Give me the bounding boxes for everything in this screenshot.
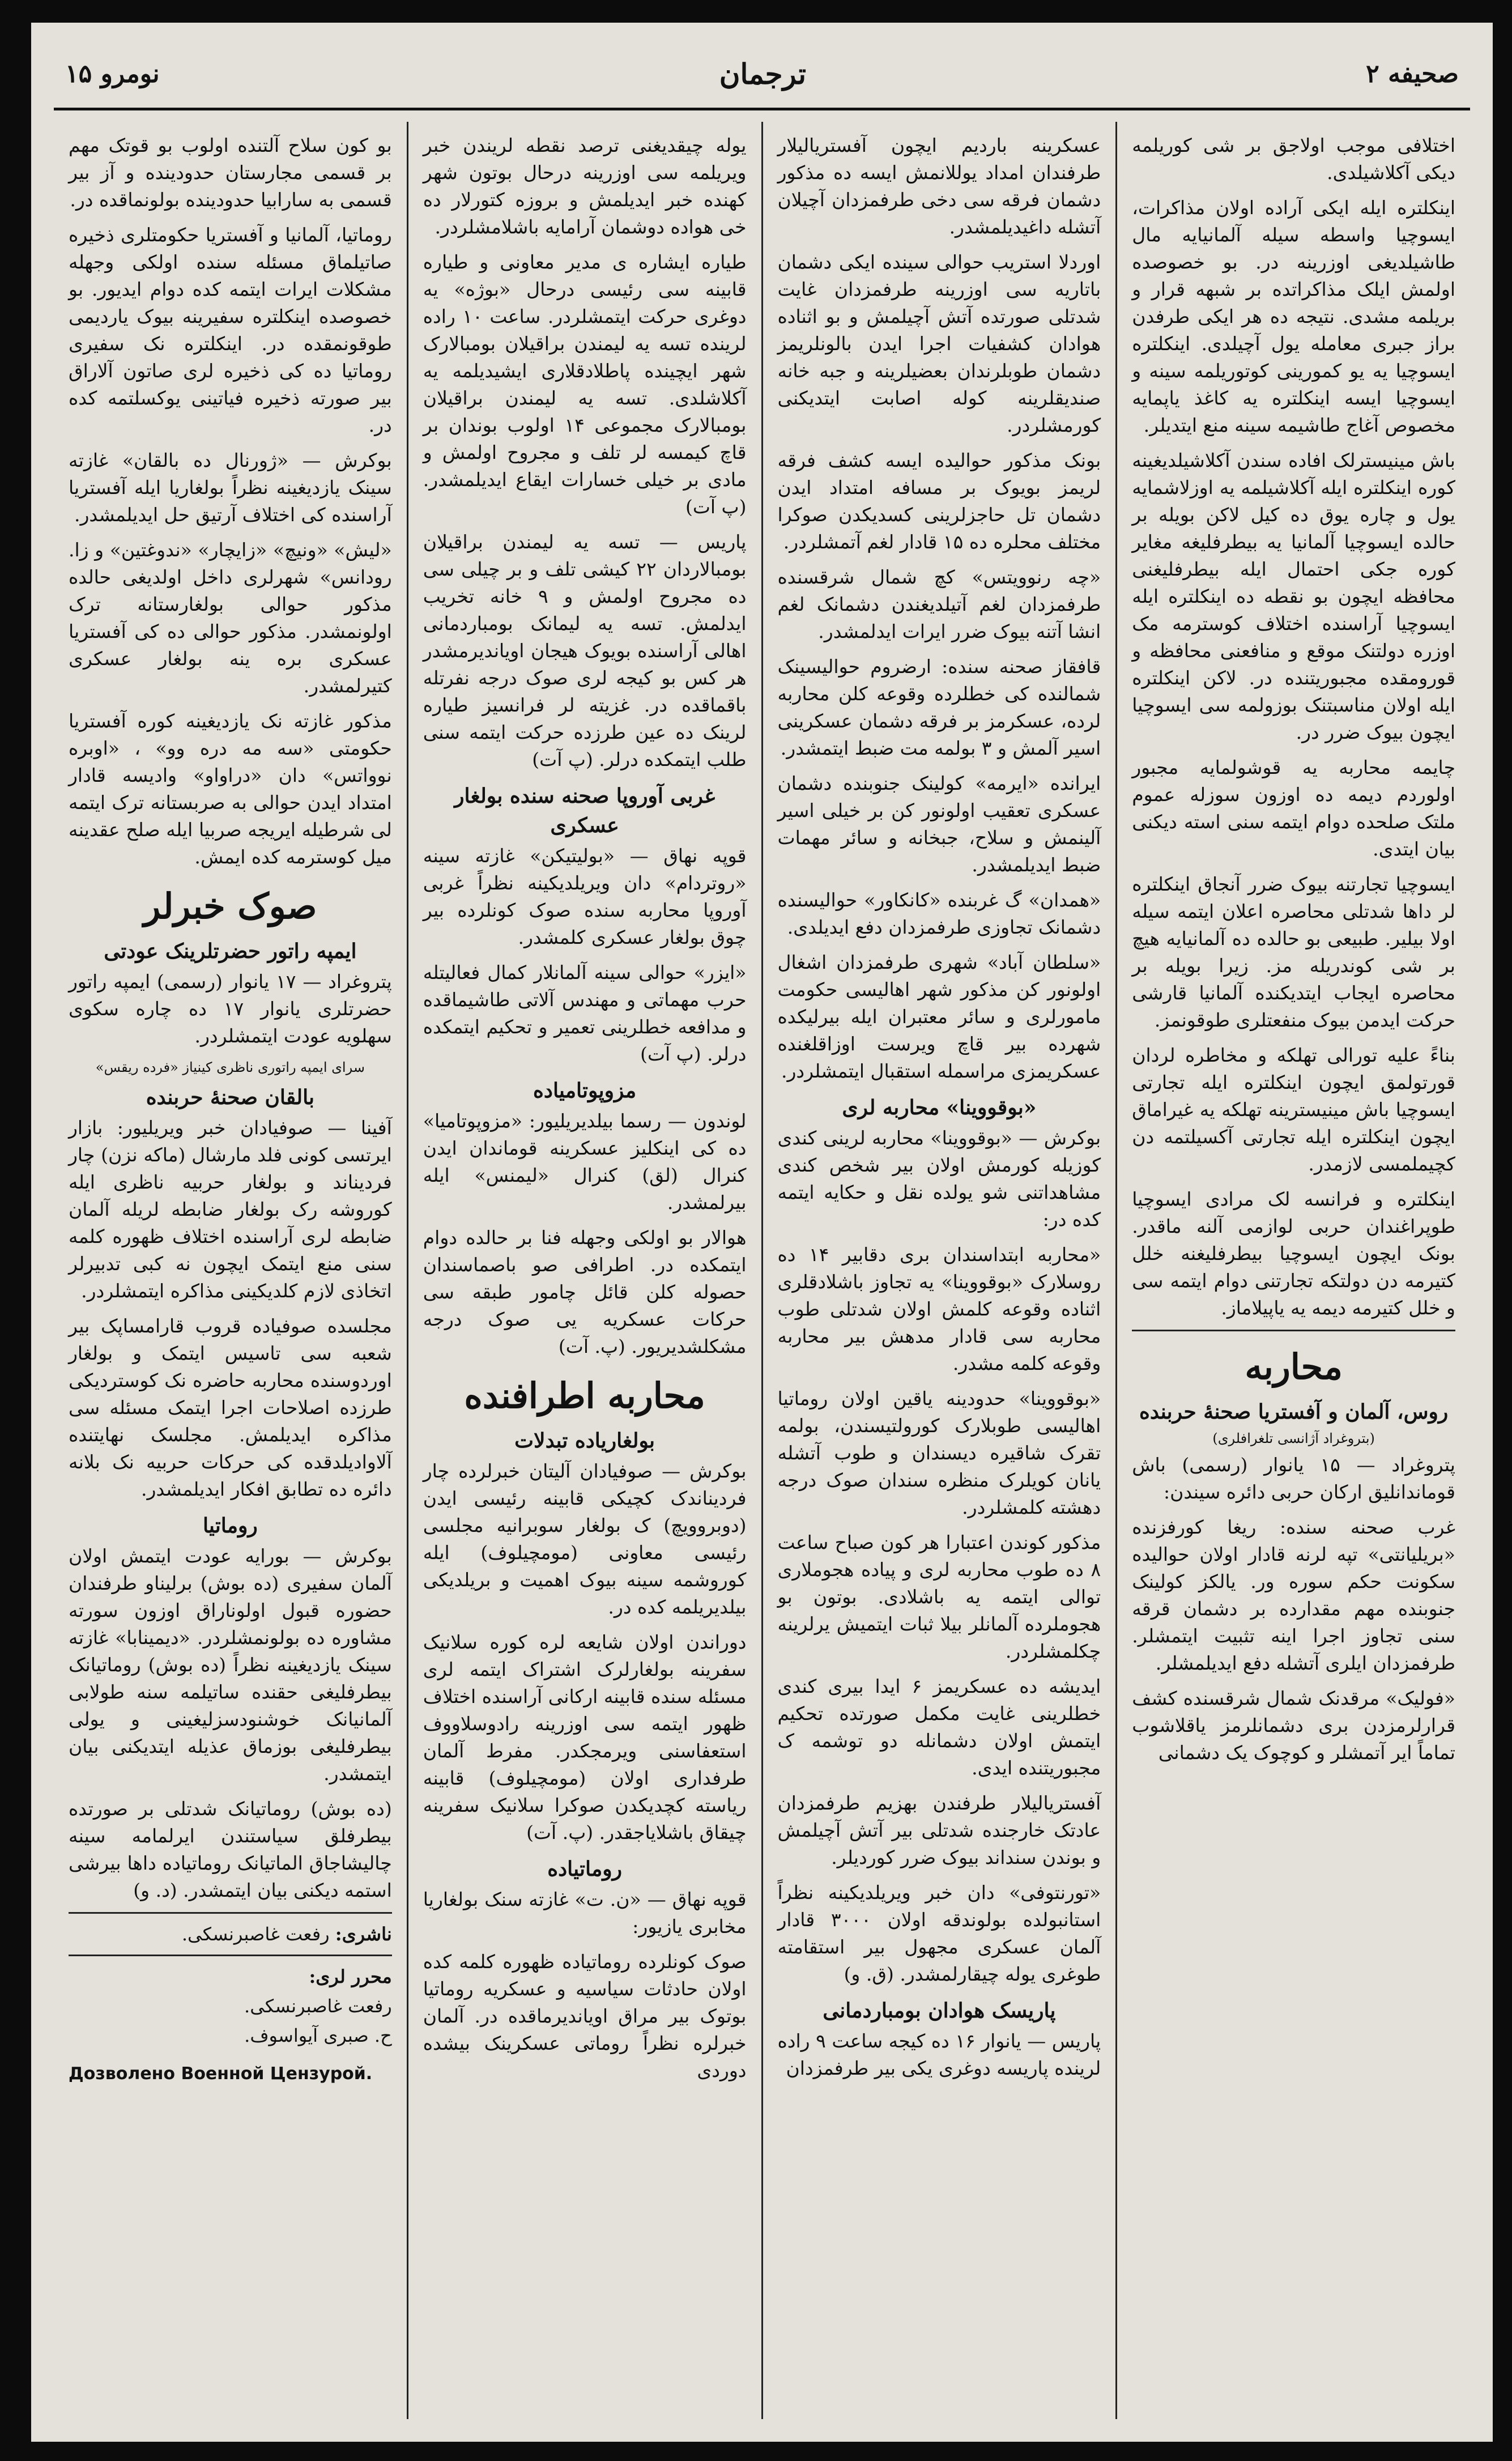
censor-imprint: Дозволено Военной Цензурой. bbox=[69, 2064, 373, 2084]
paragraph: پاریس — یانوار ۱۶ ده کیجه ساعت ۹ راده لرینده پاریسه دوغری یکی بیر طرفمزدان bbox=[777, 2030, 1101, 2079]
mesopotamia-heading: مزوپوتامیاده bbox=[533, 1079, 637, 1102]
paragraph: اینکلتره و فرانسه لک مرادی ایسوچیا طوپراغندان حربی لوازمی آلنه ماقدر. بونک ایچون ایسوچیا بیطرفلیغنه خلل کتیرمه دن دولتکه تجارتنی دوام ایتمه سی و خلل کتیرمه دیمه یه یاپیلاماز. bbox=[1132, 1188, 1455, 1319]
editors-label: محرر لری: bbox=[309, 1966, 392, 1987]
column-2 bbox=[761, 122, 1116, 2419]
paragraph: «لیش» «ونیچ» «زایچار» «ندوغتین» و زا. رودانس» شهرلری داخل اولدیغی حالده مذکور حوالی بولغارستانه ترک اولونمشدر. مذکور حوالی ده کی آفستریا عسکری بره ینه بولغار عسکری کتیرلمشدر. bbox=[69, 539, 392, 697]
paragraph: «محاربه ابتداسندان بری دقابیر ۱۴ ده روسلارک «بوقووینا» یه تجاوز باشلادقلری اثناده وقوعه کلمش اولان شدتلی طوب محاربه سی قادار مدهش بیر محاربه وقوعه کلمه مشدر. bbox=[777, 1244, 1101, 1374]
paragraph: قوپه نهاق — «ن. ت» غازته سنک بولغاریا مخابری یازیور: bbox=[423, 1888, 747, 1938]
paragraph: آفینا — صوفیادان خبر ویریلیور: بازار ایرتسی کونی فلد مارشال (ماکه نزن) چار فردیناند و بولغار حربیه ناظری ایله کوروشه رک بولغار ضابطه لریله آلمان ضابطه لری آراسنده اختلاف ظهوره کلمه سنی منع ایتمک ایچون نه کبی تدبیرلر اتخاذی لازم کلدیکینی مذاکره ایتمشلردر. bbox=[69, 1117, 392, 1302]
latest-news-heading: صوک خبرلر bbox=[143, 885, 317, 927]
romania-section-heading: روماتیاده bbox=[547, 1857, 622, 1881]
publisher-line bbox=[69, 1921, 392, 1948]
agency-note: (بتروغراد آژانسی تلغرافلری) bbox=[1212, 1430, 1375, 1446]
credits-block bbox=[69, 1921, 392, 2049]
paragraph: «بوقووینا» حدودینه یاقین اولان روماتیا اهالیسی طوبلارک کورولتیسندن، بولمه تقرک شاقیره دیسندان و طوب آتشله یانان کویلرک منظره سندان صوک درجه دهشته کلمشلردر. bbox=[777, 1387, 1101, 1518]
paragraph: ایرانده «ایرمه» کولینک جنوبنده دشمان عسکری تعقیب اولونور کن بر خیلی اسیر آلینمش و سلاح، جبخانه و سائر مهمات ضبط ایدیلمشدر. bbox=[777, 772, 1101, 876]
newspaper-page bbox=[31, 23, 1493, 2442]
paragraph: پتروغراد — ۱۷ یانوار (رسمی) ایمپه راتور حضرتلری یانوار ۱۷ ده چاره سکوی سهلویه عودت ایتمشلردر. bbox=[69, 970, 392, 1047]
paragraph: چایمه محاربه یه قوشولمایه مجبور اولوردم دیمه ده اوزون سوزله عموم ملتک صلحده دوام ایتمه سنی استه دیکنی بیان ایتدی. bbox=[1132, 756, 1455, 860]
paragraph: «چه رنوویتس» کچ شمال شرقسنده طرفمزدان لغم آتیلدیغندن دشمانک لغم انشا آتنه بیوک ضرر ایرات ایدلمشدر. bbox=[777, 566, 1101, 642]
paragraph: اینکلتره ایله ایکی آراده اولان مذاکرات، ایسوچیا واسطه سیله آلمانیایه مال طاشیلدیغی اوزرینه در. بو خصوصده اولمش ایلک مذاکراتده بر شبهه قرار و بریلمه مشدی. نتیجه ده هر ایکی طرفدن براز جبری معامله یول آچیلدی. اینکلتره ایسوچیا یه یو کمورینی کوتوریلمه سینه و ایسوچیا ایسه اینکلتره یه کاغذ یاپمایه مخصوص آغاج طاشیمه سینه منع ایتدیلر. bbox=[1132, 197, 1455, 436]
paragraph: بو کون سلاح آلتنده اولوب بو قوتک مهم بر قسمی مجارستان حدودینده و آز بیر قسمی به سارابیا حدودینده بولونماقده در. bbox=[69, 134, 392, 211]
masthead-rule bbox=[54, 108, 1470, 110]
around-war-heading: محاربه اطرافنده bbox=[464, 1375, 705, 1416]
paragraph: یوله چیقدیغنی ترصد نقطه لریندن خبر ویریلمه سی اوزرینه درحال بوتون شهر کهنده خبر ایدیلمش و بروزه کتورلار ده خی هواده دوشمان آرامایه باشلامشلردر. bbox=[423, 134, 747, 238]
balkan-front-heading: بالقان صحنهٔ حربنده bbox=[146, 1085, 315, 1109]
paragraph: طیاره ایشاره ی مدیر معاونی و طیاره قابینه سی رئیسی درحال «بوژه» یه دوغری حرکت ایتمشلردر. ساعت ۱۰ راده لرینده تسه یه لیمندن براقیلان بومبالارک شهر ایچینده پاطلادقلاری ایشیدیلمه یه آکلاشلدی. تسه یه لیمندن براقیلان بومبالارک مجموعی ۱۴ اولوب بوندان بر قاچ کیمسه لر تلف و مجروح اولمش و مادی بر خیلی خسارات ایقاع ایدیلمشدر. (پ آت) bbox=[423, 251, 747, 518]
paragraph: دوراندن اولان شایعه لره کوره سلانیک سفرینه بولغارلرک اشتراک ایتمه لری مسئله سنده قابینه ارکانی آراسنده اختلاف ظهور ایتمه سی اوزرینه رادوسلاووف استعفاسنی ویرمجکدر. مفرط آلمان طرفداری اولان (مومچیلوف) قابینه ریاسته کچدیکدن صوکرا سلانیک سفرینه چیقاق باشلایاجقدر. (پ. آت) bbox=[423, 1631, 747, 1843]
column-3 bbox=[407, 122, 761, 2419]
paris-bombardment-heading: پاریسک هوادان بومباردمانی bbox=[823, 1999, 1056, 2023]
war-heading: محاربه bbox=[1245, 1346, 1343, 1387]
column-4 bbox=[54, 122, 407, 2419]
paragraph: قوپه نهاق — «بولیتیکن» غازته سینه «روتردام» دان ویریلدیکینه نظراً غربی آوروپا محاربه سنده صوک کونلرده بیر چوق بولغار عسکری کلمشدر. bbox=[423, 845, 747, 948]
paragraph: بونک مذکور حوالیده ایسه کشف فرقه لریمز بویوک بر مسافه امتداد ایدن دشمان تل حاجزلرینی کسدیکدن صوکرا مختلف محلره ده ۱۵ قادار لغم آتمشلردر. bbox=[777, 449, 1101, 553]
editor-name: ح. صبری آیواسوف. bbox=[244, 2025, 392, 2046]
paragraph: (ده بوش) روماتیانک شدتلی بر صورتده بیطرفلق سیاستندن ایرلمامه سینه چالیشاجاق الماتیانک روماتیاده داها بیرشی استمه دیکنی بیان ایتمشدر. (د. و) bbox=[69, 1798, 392, 1901]
paragraph: قافقاز صحنه سنده: ارضروم حوالیسینک شمالنده کی خطلرده وقوعه کلن محاربه لرده، عسکرمز بر فرقه دشمان عسکرینی اسیر آلمش و ۳ بولمه مت ضبط ایتمشدر. bbox=[777, 655, 1101, 759]
paragraph: صوک کونلرده روماتیاده ظهوره کلمه کده اولان حادثات سیاسیه و عسکریه روماتیا بوتوک بیر مراق اویاندیرماقده در. آلمان خبرلره نظراً روماتی عسکرینک بیشده دوردی bbox=[423, 1951, 747, 2081]
paragraph: اختلافی موجب اولاجق بر شی کوریلمه دیکی آکلاشیلدی. bbox=[1132, 134, 1455, 184]
bulgaria-changes-heading: بولغاریاده تبدلات bbox=[514, 1429, 655, 1453]
dateline: پتروغراد — ۱۵ یانوار (رسمی) باش قوماندانلیق ارکان حربی دائره سیندن: bbox=[1132, 1454, 1455, 1503]
paragraph: هوالار بو اولکی وجهله فنا بر حالده دوام ایتمکده در. اطرافی صو باصماسندان حصوله کلن قائل چامور طبقه سی حرکات عسکریه یی صوک درجه مشکلشدیریور. (پ. آت) bbox=[423, 1227, 747, 1357]
credits-divider bbox=[69, 1912, 392, 1914]
western-europe-heading: غربی آوروپا صحنه سنده بولغار عسکری bbox=[454, 784, 715, 837]
paragraph: «فولیک» مرقدنک شمال شرقسنده کشف قرارلرمزدن بری دشمانلرمز یاقلاشوب تماماً ایر آتمشلر و کوچوک یک دشمانی bbox=[1132, 1687, 1455, 1764]
emperor-return-heading: ایمپه راتور حضرتلرینک عودتی bbox=[104, 939, 357, 963]
column-1 bbox=[1115, 122, 1470, 2419]
court-note: سرای ایمپه راتوری ناظری کینیاز «فرده ریقس» bbox=[95, 1059, 365, 1075]
publisher-label: ناشری: bbox=[335, 1923, 392, 1945]
paragraph: مذکور کوندن اعتبارا هر کون صباح ساعت ۸ ده طوب محاربه لری و پیاده هجوملاری توالی ایتمه یه باشلادی. بوتون بو هجوملرده آلمانلر بیلا ثبات ایتمیش یرلرینه چکلمشلردر. bbox=[777, 1531, 1101, 1662]
paragraph: مذکور غازته نک یازدیغینه کوره آفستریا حکومتی «سه مه دره وو» ، «اوبره نوواتس» دان «دراواو» وادیسه قادار امتداد ایدن حوالی به صربستانه ترک ایتمه لی شرطیله ایریجه صربیا ایله صلح عقدینه میل کوسترمه کده ایمش. bbox=[69, 710, 392, 868]
paragraph: باش مینیسترلک افاده سندن آکلاشیلدیغینه کوره اینکلتره ایله آکلاشیلمه یه اوزلاشمایه یول و چاره یوق ده کیل لاکن بویله بر حالده ایسوچیا آلمانیا یه بیطرفلیغه مغایر کوره جکی احتمال ایله بیطرفلیغنی محافظه ایچون بو نقطه ده اینکلتره ایله ایسوچیا آراسنده اختلاف کوسترمه مک اوزره دولتنک موقع و منافعنی محافظه و قورومقده مجبوریتنده در. لاکن اینکلتره ایله اولان مناسبتنک بوزولمه سی ایسوچیا ایچون بیوک ضرر در. bbox=[1132, 449, 1455, 743]
paragraph: «همدان» گ غربنده «کانکاور» حوالیسنده دشمانک تجاوزی طرفمزدان دفع ایدیلدی. bbox=[777, 889, 1101, 938]
paragraph: لوندون — رسما بیلدیریلیور: «مزوپوتامیا» ده کی اینکلیز عسکرینه قوماندان ایدن کنرال (لق) کنرال «لیمنس» ایله بیرلمشدر. bbox=[423, 1110, 747, 1214]
columns bbox=[54, 122, 1470, 2419]
paragraph: بوکرش — صوفیادان آلیتان خبرلرده چار فردیناندک کچیکی قابینه رئیسی ایدن (دوبروویچ) ک بولغار سوبرانیه مجلسی رئیسی معاونی (مومچیلوف) ایله کوروشمه سینه بیوک اهمیت و بریلدیکی بیلدیریلمه کده در. bbox=[423, 1460, 747, 1618]
publisher-name: رفعت غاصبرنسکی. bbox=[181, 1923, 330, 1945]
paragraph: «تورنتوفی» دان خبر ویریلدیکینه نظراً استانبولده بولوندقه اولان ۳۰۰۰ قادار آلمان عسکری مجهول بیر استقامته طوغری یوله چیقارلمشدر. (ق. و) bbox=[777, 1881, 1101, 1985]
paragraph: پاریس — تسه یه لیمندن براقیلان بومبالاردان ۲۲ کیشی تلف و بر چیلی سی ده مجروح اولمش و ۹ خانه تخریب ایدلمش. تسه یه لیمانک بومباردمانی اهالی آراسنده بویوک هیجان اویاندیرمشدر هر کس بو کیجه لری صوک درجه نفرتله باقماقده در. غزیته لر فرانسیز طیاره لرینک ده عین طرزده حرکت ایتمه سنی طلب ایتمکده درلر. (پ آت) bbox=[423, 531, 747, 770]
editor-name: رفعت غاصبرنسکی. bbox=[244, 1995, 392, 2017]
page-number-label: صحیفه ۲ bbox=[1366, 59, 1459, 88]
paragraph: «سلطان آباد» شهری طرفمزدان اشغال اولونور کن مذکور شهر اهالیسی حکومت مامورلری و سائر معتبران ایله بیرلیکده شهرده بیر قاچ ویرست اوزاقلغنده عسکریمزی مراسمله استقبال ایتمشلردر. bbox=[777, 951, 1101, 1082]
issue-number-label: نومرو ۱۵ bbox=[65, 59, 160, 88]
paragraph: آفستریالیلار طرفندن بهزیم طرفمزدان عادتک خارجنده شدتلی بیر آتش آچیلمش و بوندن سنداند بیوک ضرر کوردیلر. bbox=[777, 1792, 1101, 1868]
paragraph: عسکرینه باردیم ایچون آفستریالیلار طرفندان امداد یوللانمش ایسه ده مذکور دشمان فرقه سی دخی طرفمزدان آچیلان آتشله داغیدیلمشدر. bbox=[777, 134, 1101, 238]
newspaper-title: ترجمان bbox=[719, 57, 807, 91]
paragraph: ایسوچیا تجارتنه بیوک ضرر آنجاق اینکلتره لر داها شدتلی محاصره اعلان ایتمه سیله اولا بیلیر. طبیعی بو حالده ده آلمانیایه هیچ بر شی کوندریله مز. زیرا بویله بر محاصره ایجاب ایتدیکنده آلمانیا قارشی حرکت ایدمن بیوک منفعتلری طوقونمز. bbox=[1132, 873, 1455, 1031]
paragraph: بناءً علیه تورالی تهلکه و مخاطره لردان قورتولمق ایچون اینکلتره ایله تجارتی ایسوچیا باش مینیسترینه تهلکه یه غیراماق ایچون اینکلتره ایله تجارتی آکسیلتمه دن کچیملمسی لازمدر. bbox=[1132, 1044, 1455, 1175]
paragraph: مجلسده صوفیاده قروب قارامساپک بیر شعبه سی تاسیس ایتمک و بولغار اوردوسنده محاربه حاضره نک کوستردیکی طرزده اصلاحات اجرا ایتمک مسئله سی مذاکره ایدیلمش. مجلسک نهایتنده آلاوادیلدقده کی حرکات حربیه نک بلانه دائره ده تطابق افکار ایدیلمشدر. bbox=[69, 1315, 392, 1500]
romania-heading: روماتیا bbox=[202, 1514, 258, 1538]
paragraph: غرب صحنه سنده: ریغا کورفزنده «بریلیانتی» تپه لرنه قادار اولان حوالیده سکونت حکم سوره ور. یالکز کولینک جنوبنده مهم مقدارده بر دشمان قرقه سنی تجاوز اجرا اینه تثبیت ایتمشلر. طرفمزدان ایلری آتشله دفع ایدیلمشلر. bbox=[1132, 1516, 1455, 1674]
section-divider bbox=[1132, 1330, 1455, 1331]
paragraph: روماتیا، آلمانیا و آفستریا حکومتلری ذخیره صاتیلماق مسئله سنده اولکی وجهله مشکلات ایرات ایتمه کده دوام ایدیور. بو خصوصده اینکلتره سفیرینه بیوک یاردیمی طوقونمقده در. اینکلتره نک سفیری روماتیا ده کی ذخیره لری صاتون آلاراق بیر صورته ذخیره فیاتینی یوکسلتمه کده در. bbox=[69, 224, 392, 436]
paragraph: اوردلا استریب حوالی سینده ایکی دشمان باتاریه سی اوزرینه طرفمزدان غایت شدتلی صورتده آتش آچیلمش و بو اثناده هوادان کشفیات اجرا ایدن بالونلریمز دشمان طوبلرندان بعضیلرینه و جبه خانه صندیقلرینه کوله اصابت ایتدیکنی کورمشلردر. bbox=[777, 251, 1101, 436]
paragraph: بوکرش — بورایه عودت ایتمش اولان آلمان سفیری (ده بوش) برلیناو طرفندان حضوره قبول اولوناراق اوزون سورته مشاوره ده بولونمشلردر. «دیمینابا» غازته سینک یازدیغینه نظراً (ده بوش) روماتیانک بیطرفلیغی حقنده ساتیلمه سنه طولابی آلمانیانک خوشنودسزلیغینی و یولی بیطرفلیغی بوزماق عذیله ایتدیکنی بیان ایتمشدر. bbox=[69, 1545, 392, 1785]
bukovina-heading: «بوقووینا» محاربه لری bbox=[842, 1096, 1037, 1119]
credits-divider bbox=[69, 1955, 392, 1956]
paragraph: بوکرش — «ژورنال ده بالقان» غازته سینک یازدیغینه نظراً بولغاریا ایله آفستریا آراسنده کی اختلاف آرتیق حل ایدیلمشدر. bbox=[69, 449, 392, 526]
paragraph: «ایزر» حوالی سینه آلمانلار کمال فعالیتله حرب مهماتی و مهندس آلاتی طاشیماقده و مدافعه خطلرینی تعمیر و تحکیم ایتمکده درلر. (پ آت) bbox=[423, 961, 747, 1065]
paragraph: ایدیشه ده عسکریمز ۶ ایدا بیری کندی خطلرینی غایت مکمل صورتده تحکیم ایتمش اولان دشمانله دو توشمه ک مجبوریتنده ایدی. bbox=[777, 1675, 1101, 1779]
war-subheading: روس، آلمان و آفستریا صحنهٔ حربنده bbox=[1139, 1400, 1449, 1424]
paragraph: بوکرش — «بوقووینا» محاربه لرینی کندی کوزیله کورمش اولان بیر شخص کندی مشاهداتنی شو یولده نقل و حکایه ایتمه کده در: bbox=[777, 1127, 1101, 1230]
masthead bbox=[65, 40, 1459, 108]
